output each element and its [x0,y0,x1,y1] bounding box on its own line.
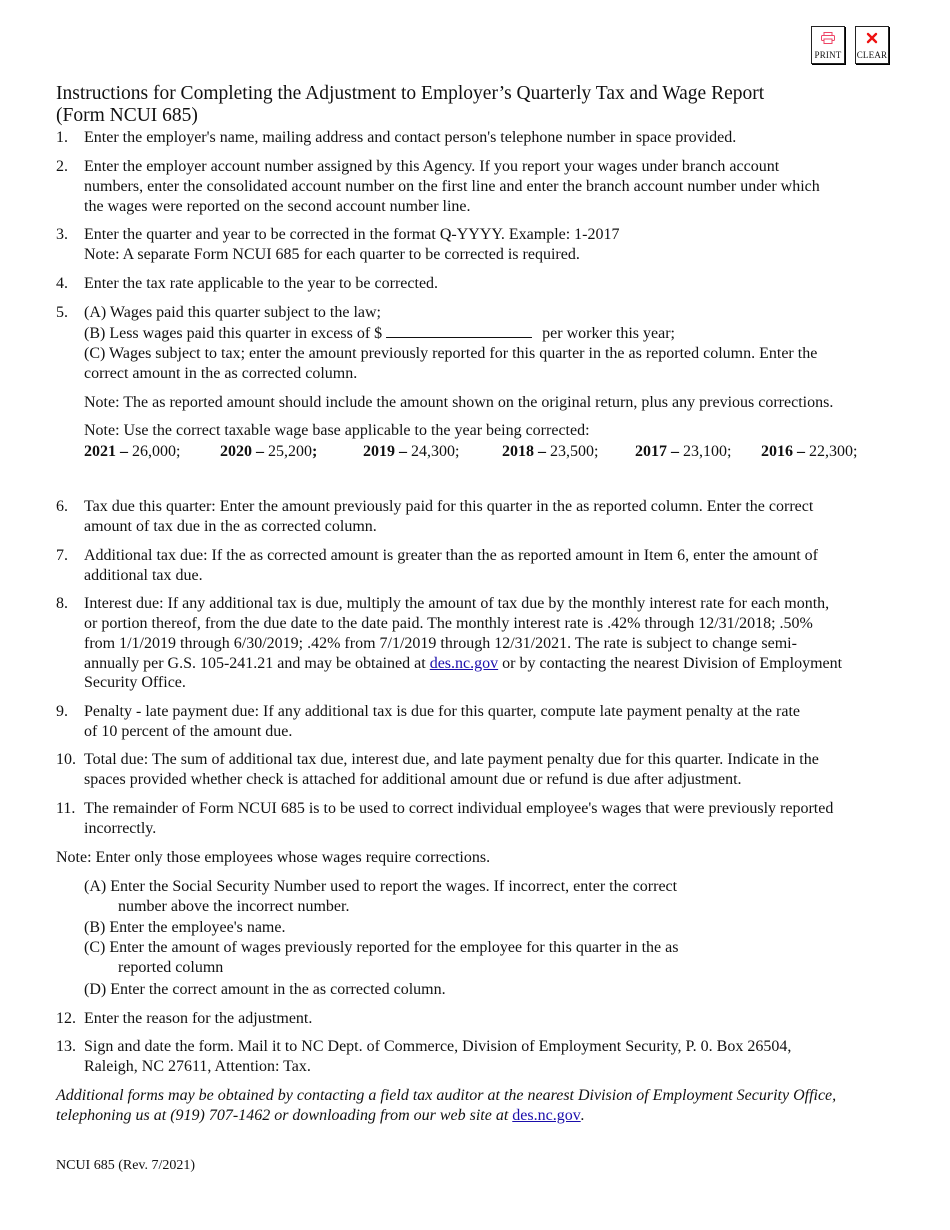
print-button-label: PRINT [814,50,842,60]
item-number: 6. [56,498,68,515]
sub-c-line-1: (C) Enter the amount of wages previously reported for the employee for this quarter in the as [84,939,679,956]
item-8-line-2: or portion thereof, from the due date to the date paid. The monthly interest rate is .42% through 12/31/2018; .50% [84,615,813,632]
item-8-line-3: from 1/1/2019 through 6/30/2019; .42% from 7/1/2019 through 12/31/2021. The rate is subject to change semi- [84,635,797,652]
wage-base-2021: 2021 – 26,000; [84,443,181,460]
item-9-line-1: Penalty - late payment due: If any additional tax is due for this quarter, compute late payment penalty at the rate [84,703,800,720]
item-number: 10. [56,751,76,768]
footer-note-line-1: Additional forms may be obtained by contacting a field tax auditor at the nearest Division of Employment Security Office, [56,1087,837,1104]
footer-note-line-2: telephoning us at (919) 707-1462 or downloading from our web site at des.nc.gov. [56,1107,585,1124]
item-11-line-1: The remainder of Form NCUI 685 is to be used to correct individual employee's wages that were previously reported [84,800,834,817]
title-line-1: Instructions for Completing the Adjustment to Employer’s Quarterly Tax and Wage Report [56,83,765,104]
item-number: 12. [56,1010,76,1027]
close-icon [856,31,888,49]
item-6-line-2: amount of tax due in the as corrected column. [84,518,377,535]
item-13-line-2: Raleigh, NC 27611, Attention: Tax. [84,1058,311,1075]
item-2-line-2: numbers, enter the consolidated account number on the first line and enter the branch account number under which [84,178,820,195]
item-5-c-line-2: correct amount in the as corrected column. [84,365,358,382]
item-7-line-2: additional tax due. [84,567,203,584]
clear-button-label: CLEAR [856,50,888,60]
sub-b: (B) Enter the employee's name. [84,919,286,936]
item-3-line-2: Note: A separate Form NCUI 685 for each quarter to be corrected is required. [84,246,580,263]
item-number: 5. [56,304,68,321]
wage-base-2016: 2016 – 22,300; [761,443,858,460]
item-5-b-pre: (B) Less wages paid this quarter in excess of $ [84,325,383,342]
item-1-text: Enter the employer's name, mailing address and contact person's telephone number in space provided. [84,129,737,146]
item-8-line-5: Security Office. [84,674,186,691]
item-3-line-1: Enter the quarter and year to be corrected in the format Q-YYYY. Example: 1-2017 [84,226,620,243]
title-line-2: (Form NCUI 685) [56,105,198,126]
item-2-line-3: the wages were reported on the second account number line. [84,198,471,215]
item-7-line-1: Additional tax due: If the as corrected amount is greater than the as reported amount in Item 6, enter the amount of [84,547,818,564]
item-5-note-1: Note: The as reported amount should include the amount shown on the original return, plus any previous corrections. [84,394,834,411]
note-employees: Note: Enter only those employees whose wages require corrections. [56,849,491,866]
item-5-b [84,323,675,344]
item-5-note-2: Note: Use the correct taxable wage base applicable to the year being corrected: [84,422,590,439]
item-10-line-2: spaces provided whether check is attached for additional amount due or refund is due after adjustment. [84,771,742,788]
item-10-line-1: Total due: The sum of additional tax due, interest due, and late payment penalty due for this quarter. Indicate in the [84,751,819,768]
item-number: 2. [56,158,68,175]
sub-c-line-2: reported column [118,959,224,976]
des-link-footer[interactable]: des.nc.gov [512,1107,581,1124]
item-5-c-line-1: (C) Wages subject to tax; enter the amount previously reported for this quarter in the as reported column. Enter the [84,345,818,362]
print-button[interactable] [811,26,845,64]
wage-base-2019: 2019 – 24,300; [363,443,460,460]
item-number: 4. [56,275,68,292]
printer-icon [812,31,844,49]
sub-a-line-1: (A) Enter the Social Security Number used to report the wages. If incorrect, enter the correct [84,878,678,895]
item-number: 3. [56,226,68,243]
item-13-line-1: Sign and date the form. Mail it to NC Dept. of Commerce, Division of Employment Security, P. 0. Box 26504, [84,1038,792,1055]
item-5-b-post: per worker this year; [542,325,675,342]
wage-limit-blank [386,323,532,338]
clear-button[interactable] [855,26,889,64]
item-12-text: Enter the reason for the adjustment. [84,1010,313,1027]
item-number: 13. [56,1038,76,1055]
item-number: 8. [56,595,68,612]
wage-base-2020: 2020 – 25,200; [220,443,318,460]
item-number: 11. [56,800,76,817]
page-title [56,83,916,127]
item-8-line-4: annually per G.S. 105-241.21 and may be obtained at des.nc.gov or by contacting the nearest Division of Employment [84,655,843,672]
wage-base-2018: 2018 – 23,500; [502,443,599,460]
item-5-a: (A) Wages paid this quarter subject to the law; [84,304,381,321]
item-number: 1. [56,129,68,146]
sub-d: (D) Enter the correct amount in the as corrected column. [84,981,446,998]
item-2-line-1: Enter the employer account number assigned by this Agency. If you report your wages under branch account [84,158,780,175]
form-revision: NCUI 685 (Rev. 7/2021) [56,1158,196,1173]
wage-base-2017: 2017 – 23,100; [635,443,732,460]
item-number: 7. [56,547,68,564]
item-8-line-1: Interest due: If any additional tax is due, multiply the amount of tax due by the monthly interest rate for each month, [84,595,830,612]
des-link[interactable]: des.nc.gov [429,655,499,672]
item-11-line-2: incorrectly. [84,820,157,837]
item-4-text: Enter the tax rate applicable to the year to be corrected. [84,275,439,292]
item-9-line-2: of 10 percent of the amount due. [84,723,293,740]
item-number: 9. [56,703,68,720]
sub-a-line-2: number above the incorrect number. [118,898,350,915]
item-6-line-1: Tax due this quarter: Enter the amount previously paid for this quarter in the as reported column. Enter the correct [84,498,814,515]
